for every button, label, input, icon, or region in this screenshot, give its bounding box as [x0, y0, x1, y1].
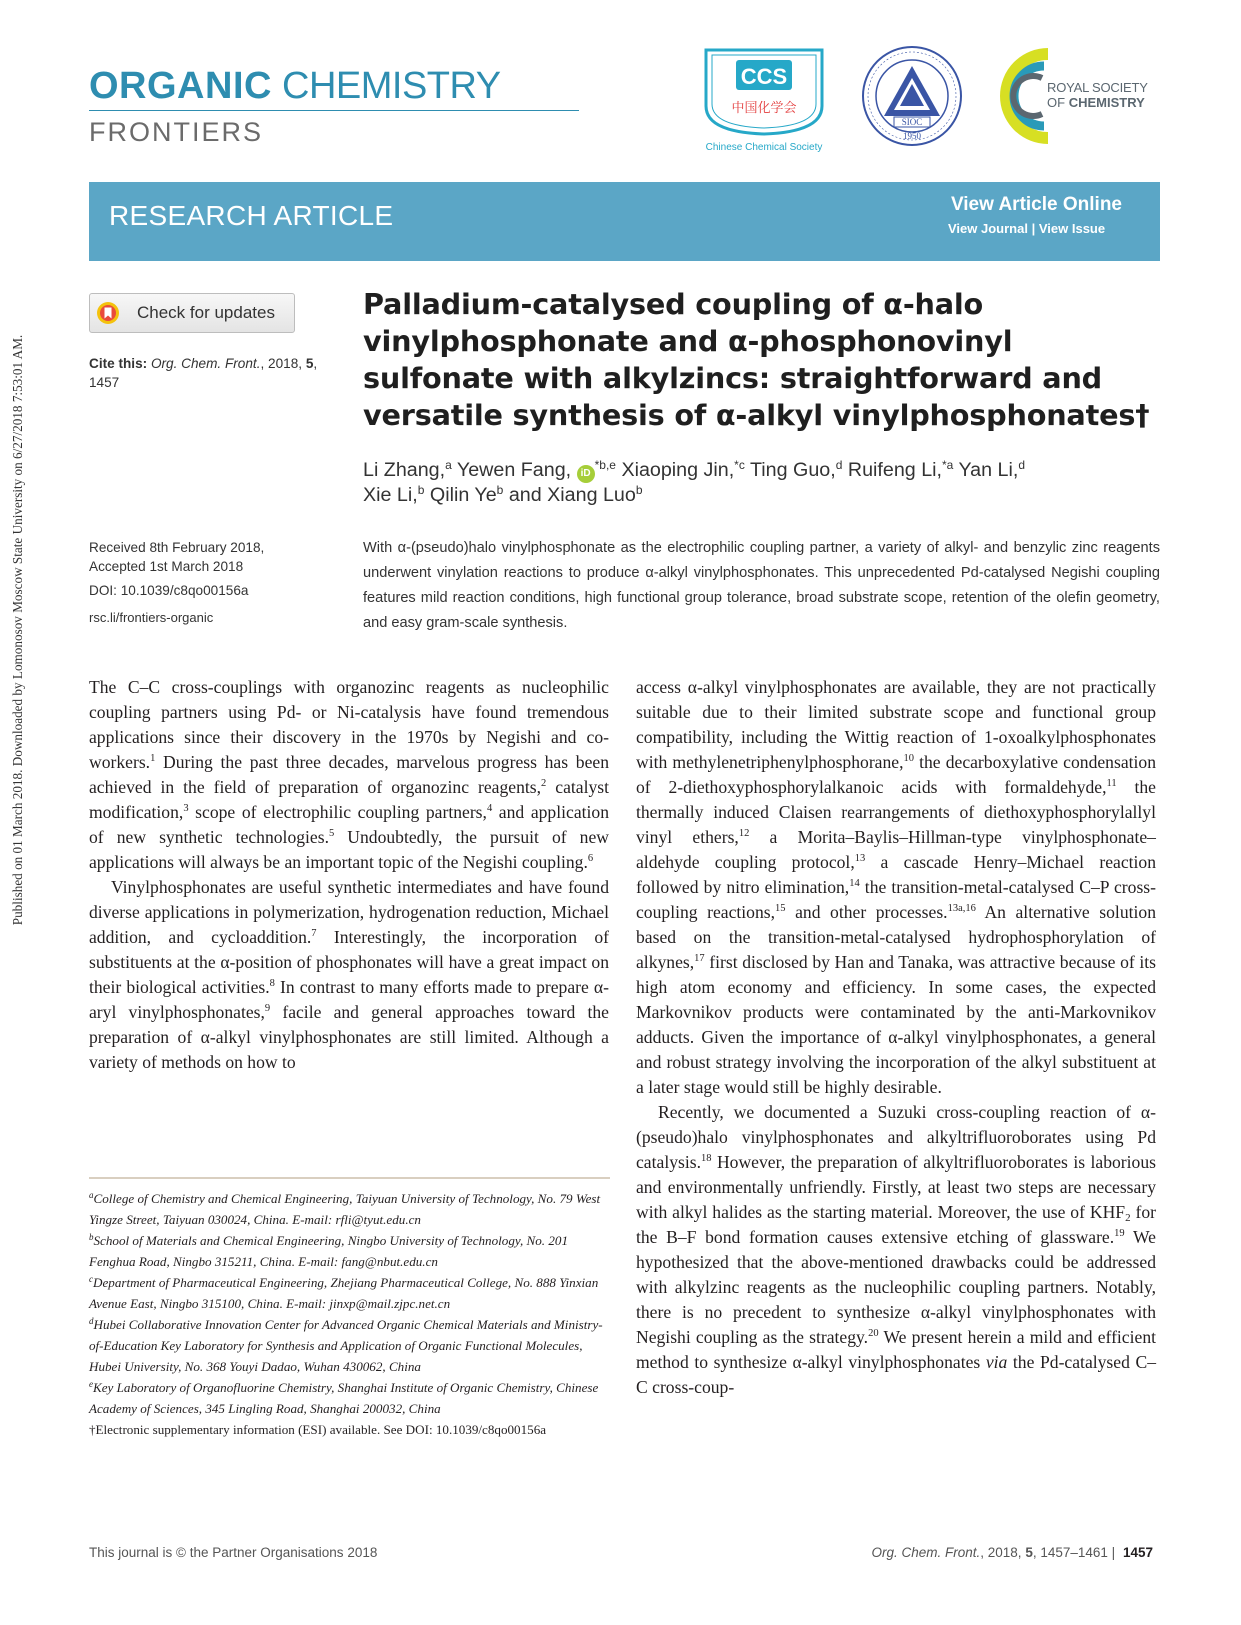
citation-ref[interactable]: 7 — [311, 928, 317, 939]
citation-ref[interactable]: 14 — [849, 878, 860, 889]
footnote-divider — [89, 1177, 610, 1179]
affiliation: $^e$Key Laboratory of Organofluorine Chemistry, Shanghai Institute of Organic Chemistry, Chinese Academy of Sciences, 345 Lingling Road, Shanghai 200032, China — [89, 1379, 599, 1416]
author[interactable]: Ruifeng Li,$^{*a}$ — [847, 458, 954, 481]
author[interactable]: Qilin Ye$^b$ — [429, 483, 504, 506]
body-column-right — [636, 675, 1156, 1400]
citation-ref[interactable]: 5 — [328, 828, 335, 839]
citation-ref[interactable]: 11 — [1106, 778, 1117, 789]
affiliations — [89, 1188, 610, 1440]
journal-header — [89, 64, 579, 148]
article-title: Palladium-catalysed coupling of α-halo vinylphosphonate and α-phosphonovinyl sulfonate with alkylzincs: straightforward and versatile synthesis of α-alkyl vinylphosphonates† — [363, 287, 1150, 432]
sioc-seal-icon — [860, 44, 964, 148]
citation-ref[interactable]: 3 — [183, 803, 189, 814]
citation-ref[interactable]: 4 — [486, 803, 493, 814]
author[interactable]: Yewen Fang, iD$^{*b,e}$ — [456, 458, 616, 481]
orcid-icon[interactable]: iD — [577, 465, 595, 483]
ccs-logo-mark — [700, 46, 828, 136]
footer-citation: Org. Chem. Front., 2018, 5, 1457–1461 | 1457 — [871, 1545, 1153, 1560]
svg-text:CCS: CCS — [740, 64, 788, 89]
citation-ref[interactable]: 15 — [775, 903, 786, 914]
author[interactable]: and Xiang Luo$^b$ — [508, 483, 643, 506]
citation-ref[interactable]: 17 — [694, 953, 705, 964]
paragraph: The C–C cross-couplings with organozinc reagents as nucleophilic coupling partners using Pd- or Ni-catalysis have found tremendous applications since their discovery in the 1970s by Negishi and co-workers.$^1$ During the past three decades, marvelous progress has been achieved in the field of preparation of organozinc reagents,$^2$ catalyst modification,$^3$ scope of electrophilic coupling partners,$^4$ and application of new synthetic technologies.$^5$ Undoubtedly, the pursuit of new applications will always be an important topic of the Negishi coupling.$^6$ — [89, 677, 609, 872]
page-number: 1457 — [1122, 1545, 1153, 1560]
paragraph: access α-alkyl vinylphosphonates are available, they are not practically suitable due to their limited substrate scope and functional group compatibility, including the Wittig reaction of 1-oxoalkylphosphonates with methylenetriphenylphosphorane,$^{10}$ the decarboxylative condensation of 2-diethoxyphosphorylalkanoic acids with formaldehyde,$^{11}$ the thermally induced Claisen rearrangements of diethoxyphosphorylallyl vinyl ethers,$^{12}$ a Morita–Baylis–Hillman-type vinylphosphonate–aldehyde coupling protocol,$^{13}$ a cascade Henry–Michael reaction followed by nitro elimination,$^{14}$ the transition-metal-catalysed C–P cross-coupling reactions,$^{15}$ and other processes.$^{13a,16}$ An alternative solution based on the transition-metal-catalysed hydrophosphorylation of alkynes,$^{17}$ first disclosed by Han and Tanaka, was attractive because of its high atom economy and efficiency. In some cases, the expected Markovnikov products were contaminated by the anti-Markovnikov adducts. Given the importance of α-alkyl vinylphosphonates, a general and robust strategy involving the incorporation of the alkyl substituent at a later stage would still be highly desirable. — [636, 677, 1157, 1097]
esi-note: †Electronic supplementary information (ESI) available. See DOI: 10.1039/c8qo00156a — [89, 1422, 547, 1437]
affiliation: $^a$College of Chemistry and Chemical Engineering, Taiyuan University of Technology, No. 79 West Yingze Street, Taiyuan 030024, China. E-mail: rfli@tyut.edu.cn — [89, 1190, 601, 1227]
citation-ref[interactable]: 8 — [269, 978, 275, 989]
journal-rule — [89, 110, 579, 111]
citation-ref[interactable]: 6 — [587, 853, 594, 864]
citation-ref[interactable]: 12 — [738, 828, 750, 839]
download-note: Published on 01 March 2018. Downloaded by Lomonosov Moscow State University on 6/27/2018 7:53:01 AM. — [10, 334, 25, 926]
received-date: Received 8th February 2018, — [89, 540, 265, 555]
journal-subtitle: FRONTIERS — [89, 117, 264, 147]
article-type: RESEARCH ARTICLE — [109, 200, 394, 231]
article-banner — [89, 182, 1160, 261]
author[interactable]: Li Zhang,$^a$ — [363, 458, 452, 481]
citation-ref[interactable]: 9 — [264, 1003, 271, 1014]
rsc-wordmark: ROYAL SOCIETY OF CHEMISTRY — [1047, 80, 1148, 110]
citation-ref[interactable]: 13 — [854, 853, 866, 864]
svg-text:中国化学会: 中国化学会 — [731, 101, 797, 116]
accepted-date: Accepted 1st March 2018 — [89, 559, 244, 574]
abstract: With α-(pseudo)halo vinylphosphonate as the electrophilic coupling partner, a variety of alkyl- and benzylic zinc reagents underwent vinylation reactions to produce α-alkyl vinylphosphonates. This unprecedented Pd-catalysed Negishi coupling features mild reaction conditions, high functional group tolerance, broad substrate scope, retention of the olefin geometry, and easy gram-scale synthesis. — [363, 540, 1160, 631]
affiliation: $^c$Department of Pharmaceutical Engineering, Zhejiang Pharmaceutical College, No. 888 Yinxian Avenue East, Ningbo 315100, China. E-mail: jinxp@mail.zjpc.net.cn — [89, 1274, 599, 1311]
citation-ref[interactable]: 18 — [700, 1153, 712, 1164]
doi[interactable]: DOI: 10.1039/c8qo00156a — [89, 583, 249, 598]
banner-links: View Journal | View Issue — [948, 221, 1106, 236]
paragraph: Recently, we documented a Suzuki cross-coupling reaction of α-(pseudo)halo vinylphosphonates and alkyltrifluoroborates using Pd catalysis.$^{18}$ However, the preparation of alkyltrifluoroborates is laborious and environmentally unfriendly. Firstly, at least two steps are necessary with alkyl halides as the starting material. Moreover, the use of $KHF_2$ for the B–F bond formation causes extensive etching of glassware.$^{19}$ We hypothesized that the above-mentioned drawbacks could be addressed with alkylzinc reagents as the nucleophilic coupling partners. Notably, there is no precedent to synthesize α-alkyl vinylphosphonates with Negishi coupling as the strategy.$^{20}$ We present herein a mild and efficient method to synthesize α-alkyl vinylphosphonates via the Pd-catalysed C–C cross-coup- — [636, 1102, 1157, 1397]
cite-this: Cite this: Org. Chem. Front., 2018, 5, 1457 — [89, 356, 318, 390]
svg-text:SIOC: SIOC — [901, 117, 923, 127]
journal-title: ORGANIC CHEMISTRY — [89, 65, 501, 107]
citation-ref[interactable]: 20 — [868, 1328, 879, 1339]
journal-link[interactable]: rsc.li/frontiers-organic — [89, 610, 214, 625]
view-journal-link[interactable]: View Journal — [948, 221, 1028, 236]
author-list — [363, 458, 1163, 508]
paragraph: Vinylphosphonates are useful synthetic intermediates and have found diverse applications in polymerization, hydrogenation reduction, Michael addition, and cycloaddition.$^7$ Interestingly, the incorporation of substituents at the α-position of phosphonates will have a great impact on their biological activities.$^8$ In contrast to many efforts made to prepare α-aryl vinylphosphonates,$^9$ facile and general approaches toward the preparation of α-alkyl vinylphosphonates are still limited. Although a variety of methods on how to — [89, 877, 609, 1072]
affiliation: $^d$Hubei Collaborative Innovation Center for Advanced Organic Chemical Materials and Ministry-of-Education Key Laboratory for Synthesis and Application of Organic Functional Molecules, Hubei University, No. 368 Youyi Dadao, Wuhan 430062, China — [89, 1316, 603, 1374]
svg-text:1950: 1950 — [903, 131, 921, 141]
author[interactable]: Yan Li,$^d$ — [958, 458, 1025, 481]
article-dates — [89, 538, 349, 627]
bookmark-check-icon — [96, 301, 120, 325]
author[interactable]: Ting Guo,$^d$ — [749, 458, 843, 481]
check-updates-button[interactable]: Check for updates — [89, 293, 295, 333]
footer-copyright: This journal is © the Partner Organisations 2018 — [89, 1545, 378, 1560]
view-article-online-link[interactable]: View Article Online — [950, 194, 1122, 215]
citation-ref[interactable]: 10 — [903, 753, 914, 764]
body-column-left — [89, 675, 609, 1075]
rsc-logo — [996, 42, 1156, 150]
citation-ref[interactable]: 2 — [541, 778, 547, 789]
view-issue-link[interactable]: View Issue — [1038, 221, 1106, 236]
ccs-logo: CCS 中国化学会 Chinese Chemical Society — [700, 46, 828, 152]
author[interactable]: Xiaoping Jin,$^{*c}$ — [621, 458, 745, 481]
citation-ref[interactable]: 1 — [150, 753, 156, 764]
affiliation: $^b$School of Materials and Chemical Engineering, Ningbo University of Technology, No. 201 Fenghua Road, Ningbo 315211, China. E-mail: fang@nbut.edu.cn — [89, 1232, 568, 1269]
citation-ref[interactable]: 19 — [1114, 1228, 1125, 1239]
sioc-logo — [860, 44, 964, 148]
author[interactable]: Xie Li,$^b$ — [363, 483, 425, 506]
citation-ref[interactable]: 13a,16 — [947, 903, 976, 914]
